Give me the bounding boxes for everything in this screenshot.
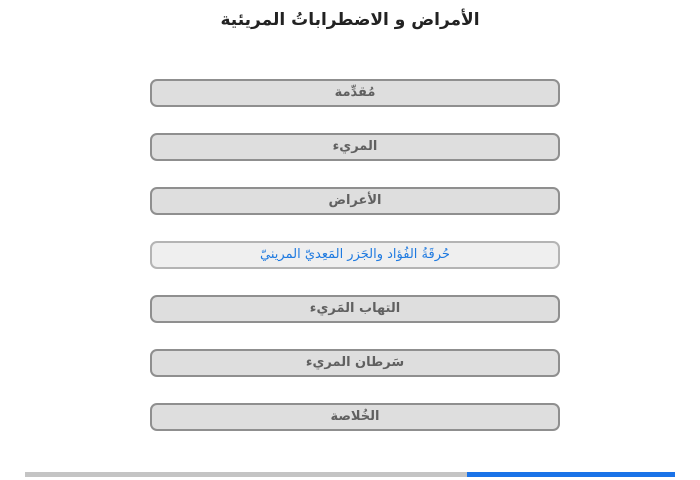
progress-bar [25,472,675,477]
progress-bar-fill [467,472,675,477]
menu-item-heartburn-gerd[interactable]: حُرقَةُ الفُؤاد والجَزر المَعِديّ المرينيّ [150,241,560,269]
page-title: الأمراض و الاضطراباتُ المريئية [220,10,480,30]
chapter-menu [150,79,560,457]
menu-item-esophagus[interactable]: المريء [150,133,560,161]
menu-item-esophagitis[interactable]: التهاب المَريء [150,295,560,323]
menu-item-esophageal-cancer[interactable]: سَرطان المريء [150,349,560,377]
menu-item-introduction[interactable]: مُقدِّمة [150,79,560,107]
menu-item-summary[interactable]: الخُلاصة [150,403,560,431]
menu-item-symptoms[interactable]: الأعراض [150,187,560,215]
